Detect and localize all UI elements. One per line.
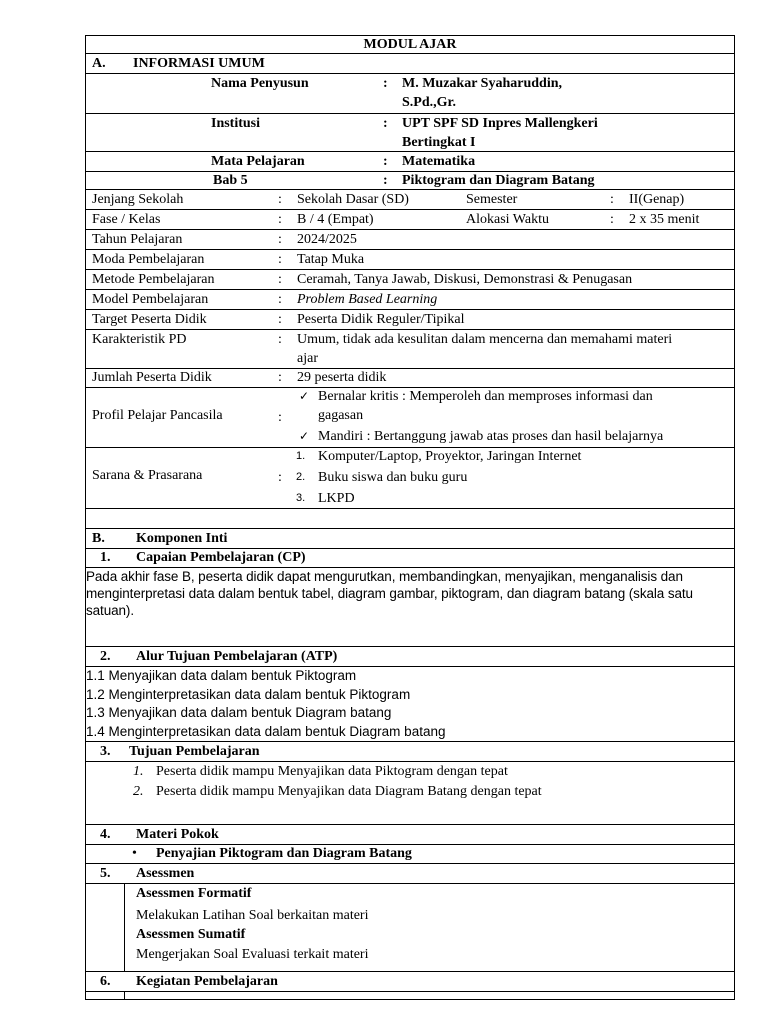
karakteristik-pd-label: Karakteristik PD [92,332,187,347]
cp-title: Capaian Pembelajaran (CP) [136,550,306,565]
list-number: 1. [133,764,144,779]
list-number: 1. [296,450,306,462]
institusi-value: UPT SPF SD Inpres Mallengkeri [402,116,598,131]
atp-content-row [85,667,735,742]
sarana-item-1: Komputer/Laptop, Proyektor, Jaringan Internet [318,449,582,464]
tujuan-number: 3. [100,744,111,759]
modul-ajar-document [85,35,735,1000]
cp-header-row [85,549,735,568]
bab-row [85,172,735,190]
sarana-prasarana-row [85,448,735,509]
karakteristik-pd-row [85,330,735,369]
section-b-letter: B. [92,531,105,546]
asesmen-number: 5. [100,866,111,881]
nama-penyusun-value: M. Muzakar Syaharuddin, [402,76,562,91]
karakteristik-pd-value-line2: ajar [297,351,318,366]
colon: : [278,272,282,287]
tujuan-header-row [85,742,735,762]
atp-header-row [85,647,735,667]
colon: : [610,192,614,207]
kegiatan-title: Kegiatan Pembelajaran [136,974,278,989]
kegiatan-header-row [85,972,735,992]
institusi-label: Institusi [211,116,261,131]
colon: : [278,252,282,267]
metode-pembelajaran-value: Ceramah, Tanya Jawab, Diskusi, Demonstrasi & Penugasan [297,272,633,287]
fase-kelas-label: Fase / Kelas [92,212,161,227]
nama-penyusun-label: Nama Penyusun [211,76,309,91]
atp-number: 2. [100,649,111,664]
kegiatan-content-row [85,992,735,1000]
atp-title: Alur Tujuan Pembelajaran (ATP) [136,649,338,664]
asesmen-sumatif-text: Mengerjakan Soal Evaluasi terkait materi [136,947,369,962]
model-pembelajaran-row [85,290,735,310]
atp-item: 1.3 Menyajikan data dalam bentuk Diagram batang [86,705,392,720]
tujuan-item-1: Peserta didik mampu Menyajikan data Piktogram dengan tepat [156,764,508,779]
sarana-item-3: LKPD [318,491,355,506]
colon: : [278,292,282,307]
materi-number: 4. [100,827,111,842]
tujuan-content-row [85,762,735,825]
bab-label: Bab 5 [213,173,248,188]
target-peserta-didik-value: Peserta Didik Reguler/Tipikal [297,312,465,327]
moda-pembelajaran-label: Moda Pembelajaran [92,252,205,267]
asesmen-formatif-title: Asessmen Formatif [136,886,252,901]
atp-item: 1.1 Menyajikan data dalam bentuk Piktogram [86,668,357,683]
materi-content-row [85,845,735,864]
colon: : [610,212,614,227]
title-row [85,35,735,54]
profil-item-1: Bernalar kritis : Memperoleh dan memproses informasi dan [318,389,653,404]
tahun-pelajaran-row [85,230,735,250]
asesmen-sumatif-title: Asessmen Sumatif [136,927,246,942]
column-divider [124,992,125,999]
list-number: 2. [133,784,144,799]
colon: : [278,192,282,207]
materi-title: Materi Pokok [136,827,219,842]
asesmen-content-row [85,884,735,972]
profil-pelajar-row [85,388,735,448]
kegiatan-number: 6. [100,974,111,989]
jenjang-sekolah-value: Sekolah Dasar (SD) [297,192,409,207]
check-icon: ✓ [299,429,310,443]
list-number: 3. [296,492,306,504]
profil-item-2: Mandiri : Bertanggung jawab atas proses dan hasil belajarnya [318,429,664,444]
jenjang-sekolah-label: Jenjang Sekolah [92,192,184,207]
alokasi-waktu-label: Alokasi Waktu [466,212,549,227]
colon: : [278,370,282,385]
target-peserta-didik-row [85,310,735,330]
metode-pembelajaran-row [85,270,735,290]
target-peserta-didik-label: Target Peserta Didik [92,312,207,327]
section-b-row [85,529,735,549]
mata-pelajaran-value: Matematika [402,154,476,169]
nama-penyusun-value-line2: S.Pd.,Gr. [402,95,456,110]
moda-pembelajaran-row [85,250,735,270]
mata-pelajaran-label: Mata Pelajaran [211,154,305,169]
asesmen-formatif-text: Melakukan Latihan Soal berkaitan materi [136,908,369,923]
asesmen-title: Asessmen [136,866,195,881]
moda-pembelajaran-value: Tatap Muka [297,252,365,267]
materi-header-row [85,825,735,845]
fase-kelas-value: B / 4 (Empat) [297,212,374,227]
karakteristik-pd-value: Umum, tidak ada kesulitan dalam mencerna dan memahami materi [297,332,673,347]
semester-label: Semester [466,192,518,207]
model-pembelajaran-label: Model Pembelajaran [92,292,209,307]
colon: : [383,154,388,169]
profil-pelajar-label: Profil Pelajar Pancasila [92,408,223,423]
tujuan-item-2: Peserta didik mampu Menyajikan data Diagram Batang dengan tepat [156,784,542,799]
jumlah-peserta-didik-label: Jumlah Peserta Didik [92,370,212,385]
colon: : [278,470,282,485]
atp-item: 1.4 Menginterpretasikan data dalam bentuk Diagram batang [86,724,446,739]
sarana-prasarana-label: Sarana & Prasarana [92,468,203,483]
cp-content-row [85,568,735,647]
section-a-letter: A. [92,56,106,71]
tujuan-title: Tujuan Pembelajaran [129,744,260,759]
bullet-icon: • [132,846,137,861]
check-icon: ✓ [299,389,310,403]
tahun-pelajaran-value: 2024/2025 [297,232,357,247]
spacer-row [85,509,735,529]
colon: : [278,312,282,327]
jumlah-peserta-didik-value: 29 peserta didik [297,370,387,385]
section-b-title: Komponen Inti [136,531,228,546]
colon: : [278,332,282,347]
asesmen-header-row [85,864,735,884]
jenjang-sekolah-row [85,190,735,210]
alokasi-waktu-value: 2 x 35 menit [629,212,700,227]
fase-kelas-row [85,210,735,230]
document-title: MODUL AJAR [363,37,457,52]
metode-pembelajaran-label: Metode Pembelajaran [92,272,215,287]
atp-item: 1.2 Menginterpretasikan data dalam bentuk Piktogram [86,687,411,702]
colon: : [278,212,282,227]
list-number: 2. [296,471,306,483]
column-divider [124,884,125,971]
section-a-row [85,54,735,74]
colon: : [383,173,388,188]
materi-item: Penyajian Piktogram dan Diagram Batang [156,846,412,861]
colon: : [278,410,282,425]
tahun-pelajaran-label: Tahun Pelajaran [92,232,183,247]
mata-pelajaran-row [85,152,735,172]
colon: : [383,116,388,131]
colon: : [278,232,282,247]
sarana-item-2: Buku siswa dan buku guru [318,470,468,485]
colon: : [383,76,388,91]
section-a-title: INFORMASI UMUM [133,56,265,71]
model-pembelajaran-value: Problem Based Learning [297,292,438,307]
institusi-row [85,114,735,152]
institusi-value-line2: Bertingkat I [402,135,476,150]
jumlah-peserta-didik-row [85,369,735,388]
semester-value: II(Genap) [629,192,685,207]
nama-penyusun-row [85,74,735,114]
cp-number: 1. [100,550,111,565]
cp-text: Pada akhir fase B, peserta didik dapat mengurutkan, membandingkan, menyajikan, menganalisis dan menginterpretasi data dalam bentuk tabel, diagram gambar, piktogram, dan diagram batang (skala satu satuan). [86,569,693,618]
profil-item-1-line2: gagasan [318,408,364,423]
bab-value: Piktogram dan Diagram Batang [402,173,595,188]
